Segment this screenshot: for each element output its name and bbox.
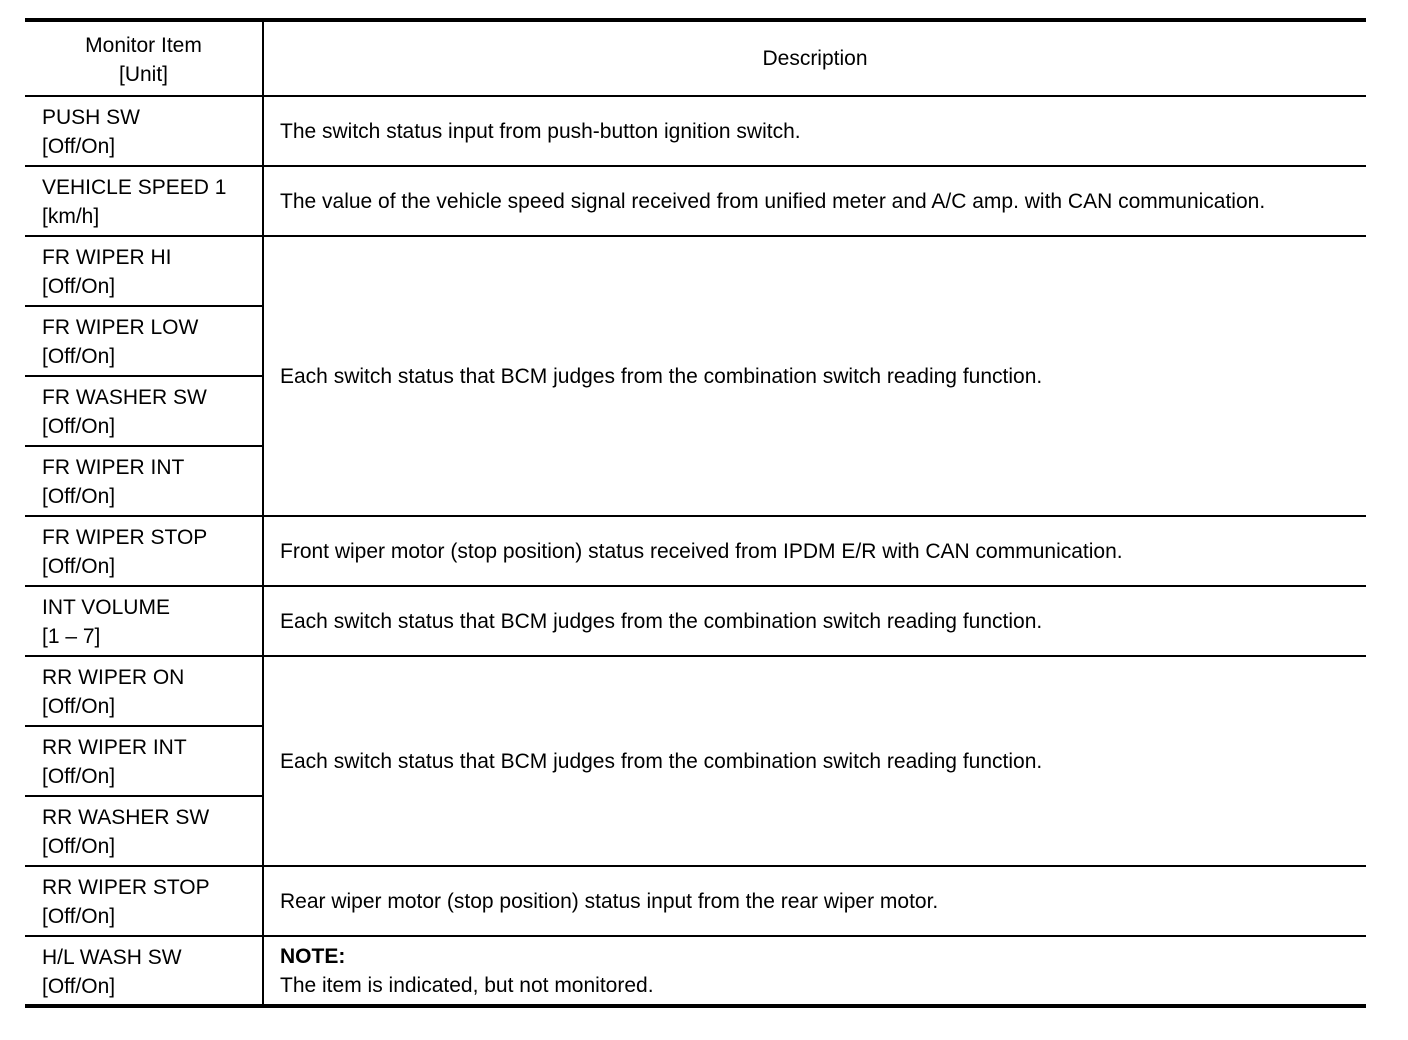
- item-name: FR WIPER LOW: [42, 316, 199, 339]
- monitor-item-cell: [25, 446, 263, 516]
- item-name: H/L WASH SW: [42, 946, 182, 969]
- item-name: PUSH SW: [42, 106, 141, 129]
- item-unit: [Off/On]: [42, 905, 116, 928]
- item-name: RR WIPER STOP: [42, 876, 210, 899]
- monitor-item-cell: [25, 656, 263, 726]
- item-unit: [Off/On]: [42, 695, 116, 718]
- item-name: RR WIPER ON: [42, 666, 185, 689]
- table-row: [25, 96, 1366, 166]
- table-row: [25, 656, 1366, 726]
- monitor-item-cell: [25, 516, 263, 586]
- monitor-item-cell: [25, 796, 263, 866]
- header-monitor-item-label: Monitor Item: [85, 33, 202, 57]
- item-unit: [Off/On]: [42, 275, 116, 298]
- header-description: Description: [263, 20, 1366, 96]
- description-cell: Each switch status that BCM judges from the combination switch reading function.: [263, 656, 1366, 866]
- item-name: FR WIPER HI: [42, 246, 172, 269]
- description-cell: Front wiper motor (stop position) status received from IPDM E/R with CAN communication.: [263, 516, 1366, 586]
- monitor-item-cell: [25, 306, 263, 376]
- table-row: [25, 586, 1366, 656]
- description-cell: [263, 936, 1366, 1006]
- item-name: VEHICLE SPEED 1: [42, 176, 227, 199]
- monitor-item-table: [25, 18, 1366, 1008]
- item-name: RR WIPER INT: [42, 736, 187, 759]
- description-cell: Rear wiper motor (stop position) status input from the rear wiper motor.: [263, 866, 1366, 936]
- item-unit: [km/h]: [42, 205, 100, 228]
- header-monitor-item: [25, 20, 263, 96]
- item-unit: [Off/On]: [42, 555, 116, 578]
- table-row: [25, 236, 1366, 306]
- item-unit: [Off/On]: [42, 975, 116, 998]
- table-row: [25, 166, 1366, 236]
- item-unit: [Off/On]: [42, 765, 116, 788]
- item-name: FR WIPER INT: [42, 456, 185, 479]
- item-unit: [Off/On]: [42, 835, 116, 858]
- table-header-row: [25, 20, 1366, 96]
- monitor-item-cell: [25, 866, 263, 936]
- item-unit: [Off/On]: [42, 135, 116, 158]
- item-unit: [Off/On]: [42, 345, 116, 368]
- item-name: FR WIPER STOP: [42, 526, 208, 549]
- item-name: INT VOLUME: [42, 596, 170, 619]
- monitor-item-cell: [25, 936, 263, 1006]
- item-name: FR WASHER SW: [42, 386, 207, 409]
- table-row: [25, 936, 1366, 1006]
- item-unit: [Off/On]: [42, 415, 116, 438]
- monitor-item-cell: [25, 586, 263, 656]
- item-unit: [Off/On]: [42, 485, 116, 508]
- item-name: RR WASHER SW: [42, 806, 210, 829]
- header-unit-label: [Unit]: [118, 62, 168, 86]
- table-row: [25, 516, 1366, 586]
- description-cell: Each switch status that BCM judges from the combination switch reading function.: [263, 236, 1366, 516]
- description-cell: The value of the vehicle speed signal received from unified meter and A/C amp. with CAN communication.: [263, 166, 1366, 236]
- monitor-item-cell: [25, 236, 263, 306]
- description-cell: Each switch status that BCM judges from the combination switch reading function.: [263, 586, 1366, 656]
- monitor-item-cell: [25, 376, 263, 446]
- table-row: [25, 866, 1366, 936]
- monitor-item-cell: [25, 96, 263, 166]
- description-cell: The switch status input from push-button ignition switch.: [263, 96, 1366, 166]
- note-label: NOTE:: [280, 944, 346, 968]
- monitor-item-cell: [25, 166, 263, 236]
- item-unit: [1 – 7]: [42, 625, 101, 648]
- monitor-item-cell: [25, 726, 263, 796]
- note-text: The item is indicated, but not monitored.: [280, 973, 654, 997]
